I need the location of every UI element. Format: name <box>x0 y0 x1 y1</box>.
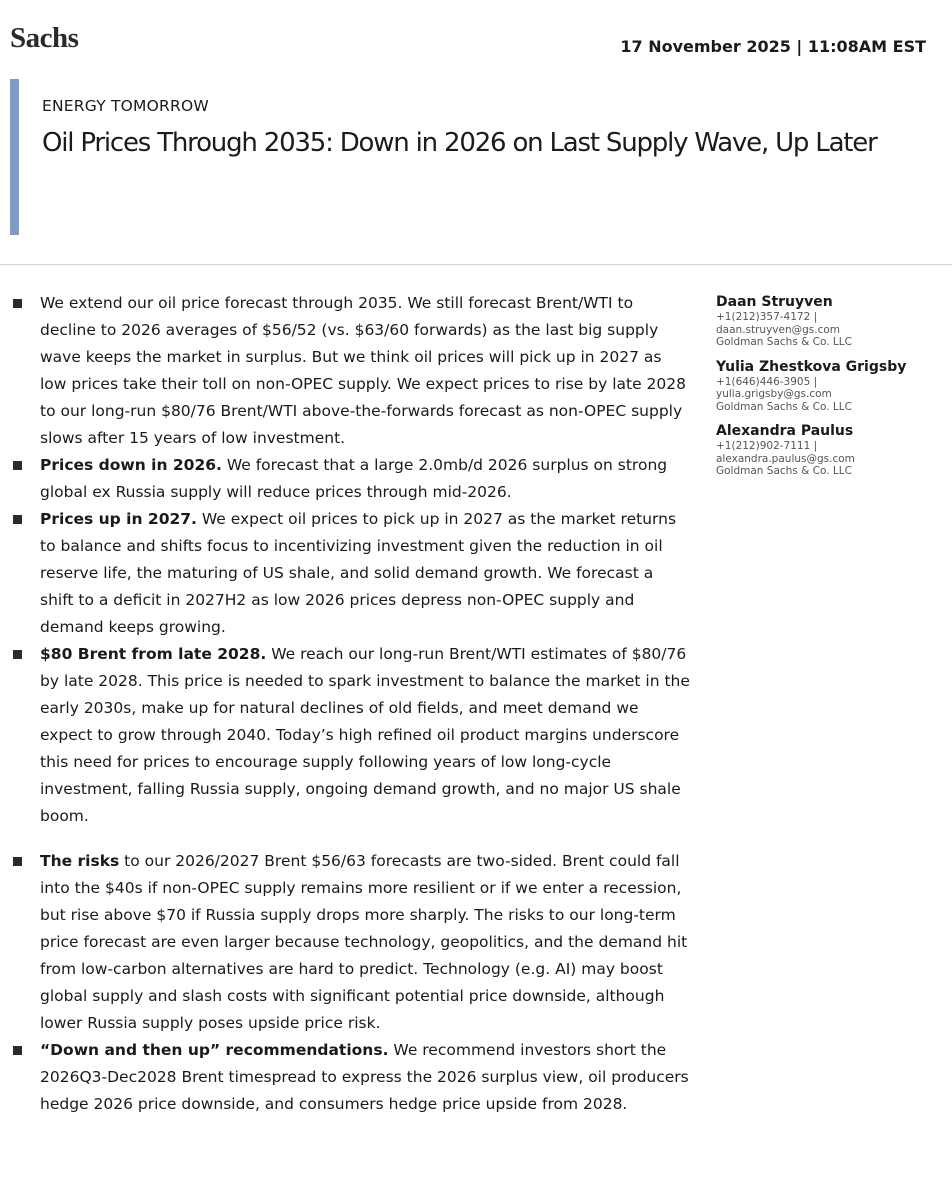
square-bullet-icon <box>13 650 22 659</box>
bullet-text: We extend our oil price forecast through 2035. We still forecast Brent/WTI to decline to 2026 averages of $56/52 (vs. $63/60 forwards) as the last big supply wave keeps the market in surplus. But we think oil prices will pick up in 2027 as low prices take their toll on non-OPEC supply. We expect prices to rise by late 2028 to our long-run $80/76 Brent/WTI above-the-forwards forecast as non-OPEC supply slows after 15 years of low investment. <box>40 294 686 447</box>
author-card <box>716 422 946 478</box>
author-firm: Goldman Sachs & Co. LLC <box>716 336 852 348</box>
author-phone: +1(212)357-4172 | <box>716 311 818 323</box>
author-phone: +1(646)446-3905 | <box>716 375 818 388</box>
section-label: ENERGY TOMORROW <box>42 97 209 115</box>
square-bullet-icon <box>13 299 22 308</box>
title-accent-bar <box>10 79 19 235</box>
bullet-forecast-overview <box>10 290 690 452</box>
bullet-lead: Prices up in 2027. <box>40 510 197 528</box>
authors-panel <box>716 293 946 487</box>
header-divider <box>0 264 952 265</box>
square-bullet-icon <box>13 515 22 524</box>
logo: Sachs <box>10 22 79 54</box>
bullet-prices-down-2026 <box>10 452 690 506</box>
square-bullet-icon <box>13 857 22 866</box>
author-email[interactable]: alexandra.paulus@gs.com <box>716 452 855 465</box>
author-name: Yulia Zhestkova Grigsby <box>716 358 907 375</box>
author-firm: Goldman Sachs & Co. LLC <box>716 465 852 477</box>
bullet-lead: The risks <box>40 852 120 870</box>
bullet-text: We forecast that a large 2.0mb/d 2026 surplus on strong global ex Russia supply will reduce prices through mid-2026. <box>40 456 668 501</box>
author-name: Daan Struyven <box>716 294 833 310</box>
bullet-recommendations <box>10 1037 690 1118</box>
bullet-risks <box>10 848 690 1037</box>
bullet-lead: $80 Brent from late 2028. <box>40 645 267 663</box>
author-email[interactable]: daan.struyven@gs.com <box>716 323 841 336</box>
bullet-text: We recommend investors short the 2026Q3-Dec2028 Brent timespread to express the 2026 surplus view, oil producers hedge 2026 price downside, and consumers hedge price upside from 2028. <box>40 1041 689 1113</box>
publication-dateline: 17 November 2025 | 11:08AM EST <box>620 37 926 56</box>
bullet-prices-up-2027 <box>10 506 690 641</box>
author-phone: +1(212)902-7111 | <box>716 440 818 452</box>
author-name: Alexandra Paulus <box>716 423 854 439</box>
bullet-text: We reach our long-run Brent/WTI estimates of $80/76 by late 2028. This price is needed to spark investment to balance the market in the early 2030s, make up for natural declines of old fields, and meet demand we expect to grow through 2040. Today’s high refined oil product margins underscore this need for prices to encourage supply following years of low long-cycle investment, falling Russia supply, ongoing demand growth, and no major US shale boom. <box>40 645 690 825</box>
author-email[interactable]: yulia.grigsby@gs.com <box>716 388 832 400</box>
bullet-text: to our 2026/2027 Brent $56/63 forecasts are two-sided. Brent could fall into the $40s if non-OPEC supply remains more resilient or if we enter a recession, but rise above $70 if Russia supply drops more sharply. The risks to our long-term price forecast are even larger because technology, geopolitics, and the demand hit from low-carbon alternatives are hard to predict. Technology (e.g. AI) may boost global supply and slash costs with significant potential price downside, although lower Russia supply poses upside price risk. <box>40 852 688 1032</box>
key-points-list <box>10 290 690 1118</box>
square-bullet-icon <box>13 461 22 470</box>
author-card <box>716 358 946 414</box>
report-title: Oil Prices Through 2035: Down in 2026 on Last Supply Wave, Up Later <box>42 128 877 158</box>
bullet-80-brent-2028 <box>10 641 690 830</box>
author-card <box>716 293 946 349</box>
bullet-lead: “Down and then up” recommendations. <box>40 1041 389 1059</box>
bullet-text: We expect oil prices to pick up in 2027 as the market returns to balance and shifts focus to incentivizing investment given the reduction in oil reserve life, the maturing of US shale, and solid demand growth. We forecast a shift to a deficit in 2027H2 as low 2026 prices depress non-OPEC supply and demand keeps growing. <box>40 510 677 636</box>
author-firm: Goldman Sachs & Co. LLC <box>716 400 852 413</box>
bullet-lead: Prices down in 2026. <box>40 456 222 474</box>
square-bullet-icon <box>13 1046 22 1055</box>
